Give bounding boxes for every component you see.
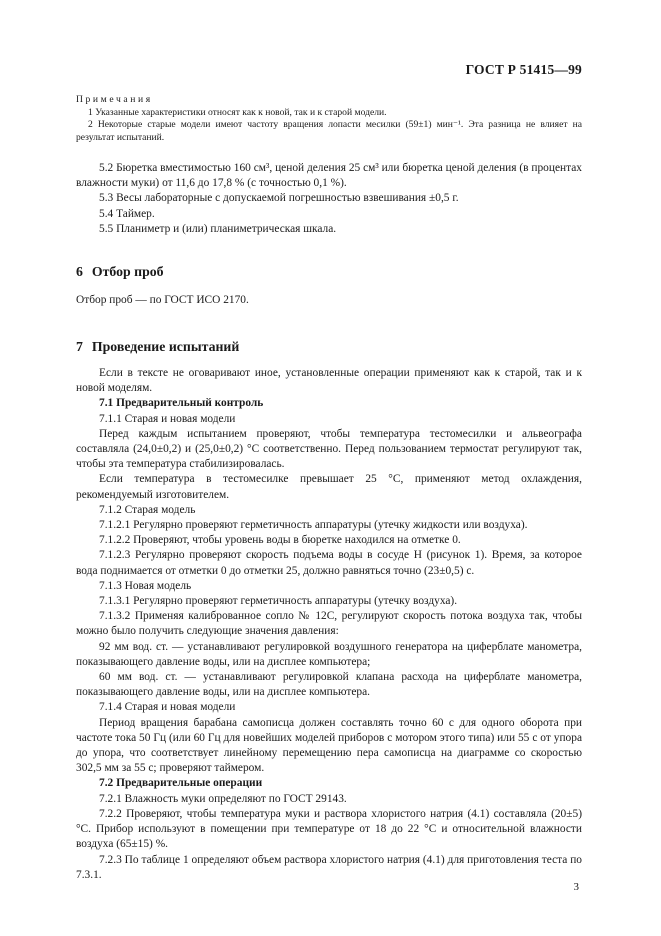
paragraph: 7.1.1 Старая и новая модели — [99, 412, 236, 425]
paragraph: Перед каждым испытанием проверяют, чтобы температура тестомесилки и альвеографа составляла (24,0±0,2) и (25,0±0,2) °С соответственно. Перед пользованием термостат регулируют так, чтобы эта температура стабилизировалась. — [76, 427, 582, 471]
paragraph: 7.1.3.2 Применяя калиброванное сопло № 12С, регулируют скорость потока воздуха так, чтобы можно было получить следующие значения давления: — [76, 610, 582, 638]
paragraph: 7.1.2.3 Регулярно проверяют скорость подъема воды в сосуде H (рисунок 1). Время, за которое вода поднимается от отметки 0 до отметки 25, должно равняться точно (23±0,5) с. — [76, 549, 582, 577]
section-number: 7 — [76, 339, 83, 354]
list-item: 5.4 Таймер. — [99, 207, 155, 220]
paragraph: Если в тексте не оговаривают иное, установленные операции применяют как к старой, так и к новой моделям. — [76, 367, 582, 395]
section-title: Отбор проб — [91, 264, 164, 279]
paragraph: Если температура в тестомесилке превышает 25 °С, применяют метод охлаждения, рекомендуемый изготовителем. — [76, 473, 582, 501]
section-6-heading — [76, 264, 164, 280]
paragraph: 7.1.3.1 Регулярно проверяют герметичность аппаратуры (утечку воздуха). — [99, 595, 458, 608]
paragraph: 92 мм вод. ст. — устанавливают регулировкой воздушного генератора на циферблате манометра, показывающего давление воды, или на дисплее компьютера; — [76, 640, 582, 668]
list-item: 5.2 Бюретка вместимостью 160 см³, ценой деления 25 см³ или бюретка ценой деления (в процентах влажности муки) от 11,6 до 17,8 % (с точностью 0,1 %). — [76, 162, 582, 190]
paragraph: 7.1.3 Новая модель — [99, 579, 192, 592]
list-item: 5.3 Весы лабораторные с допускаемой погрешностью взвешивания ±0,5 г. — [99, 192, 459, 205]
subsection-heading: 7.1 Предварительный контроль — [99, 397, 264, 410]
notes-block — [76, 94, 582, 144]
page-number: 3 — [573, 881, 579, 893]
section-6-body — [76, 293, 582, 308]
paragraph: Период вращения барабана самописца должен составлять точно 60 с для одного оборота при частоте тока 50 Гц (или 60 Гц для новейших моделей приборов с мотором этого типа) или 55 с от упора до упора, что соответствует линейному перемещению пера самописца на диаграмме со скоростью 302,5 мм за 55 с; проверяют таймером. — [76, 716, 582, 775]
document-code-header: ГОСТ Р 51415—99 — [465, 62, 582, 77]
paragraph: 7.2.1 Влажность муки определяют по ГОСТ 29143. — [99, 792, 347, 805]
paragraph: 7.1.4 Старая и новая модели — [99, 701, 236, 714]
paragraph: 7.2.2 Проверяют, чтобы температура муки и раствора хлористого натрия (4.1) составляла (20±5) °С. Прибор используют в помещении при температуре от 18 до 22 °С и относительной влажности воздуха (65±15) %. — [76, 807, 582, 851]
section-7-body — [76, 366, 582, 883]
paragraph: 60 мм вод. ст. — устанавливают регулировкой клапана расхода на циферблате манометра, показывающего давление воды, или на дисплее компьютера. — [76, 671, 582, 699]
paragraph: 7.1.2 Старая модель — [99, 503, 196, 516]
section-5-list — [76, 161, 582, 237]
note-item: 2 Некоторые старые модели имеют частоту вращения лопасти месилки (59±1) мин⁻¹. Эта разница не влияет на результат испытаний. — [76, 119, 582, 143]
paragraph: Отбор проб — по ГОСТ ИСО 2170. — [76, 294, 249, 306]
section-title: Проведение испытаний — [91, 339, 240, 354]
paragraph: 7.1.2.1 Регулярно проверяют герметичность аппаратуры (утечку жидкости или воздуха). — [99, 519, 528, 532]
list-item: 5.5 Планиметр и (или) планиметрическая шкала. — [99, 222, 337, 235]
note-item: 1 Указанные характеристики относят как к новой, так и к старой модели. — [88, 106, 387, 118]
paragraph: 7.2.3 По таблице 1 определяют объем раствора хлористого натрия (4.1) для приготовления теста по 7.3.1. — [76, 853, 582, 881]
paragraph: 7.1.2.2 Проверяют, чтобы уровень воды в бюретке находился на отметке 0. — [99, 534, 461, 547]
subsection-heading: 7.2 Предварительные операции — [99, 777, 263, 790]
notes-title: Примечания — [76, 94, 153, 105]
section-number: 6 — [76, 264, 83, 279]
section-7-heading — [76, 339, 239, 355]
